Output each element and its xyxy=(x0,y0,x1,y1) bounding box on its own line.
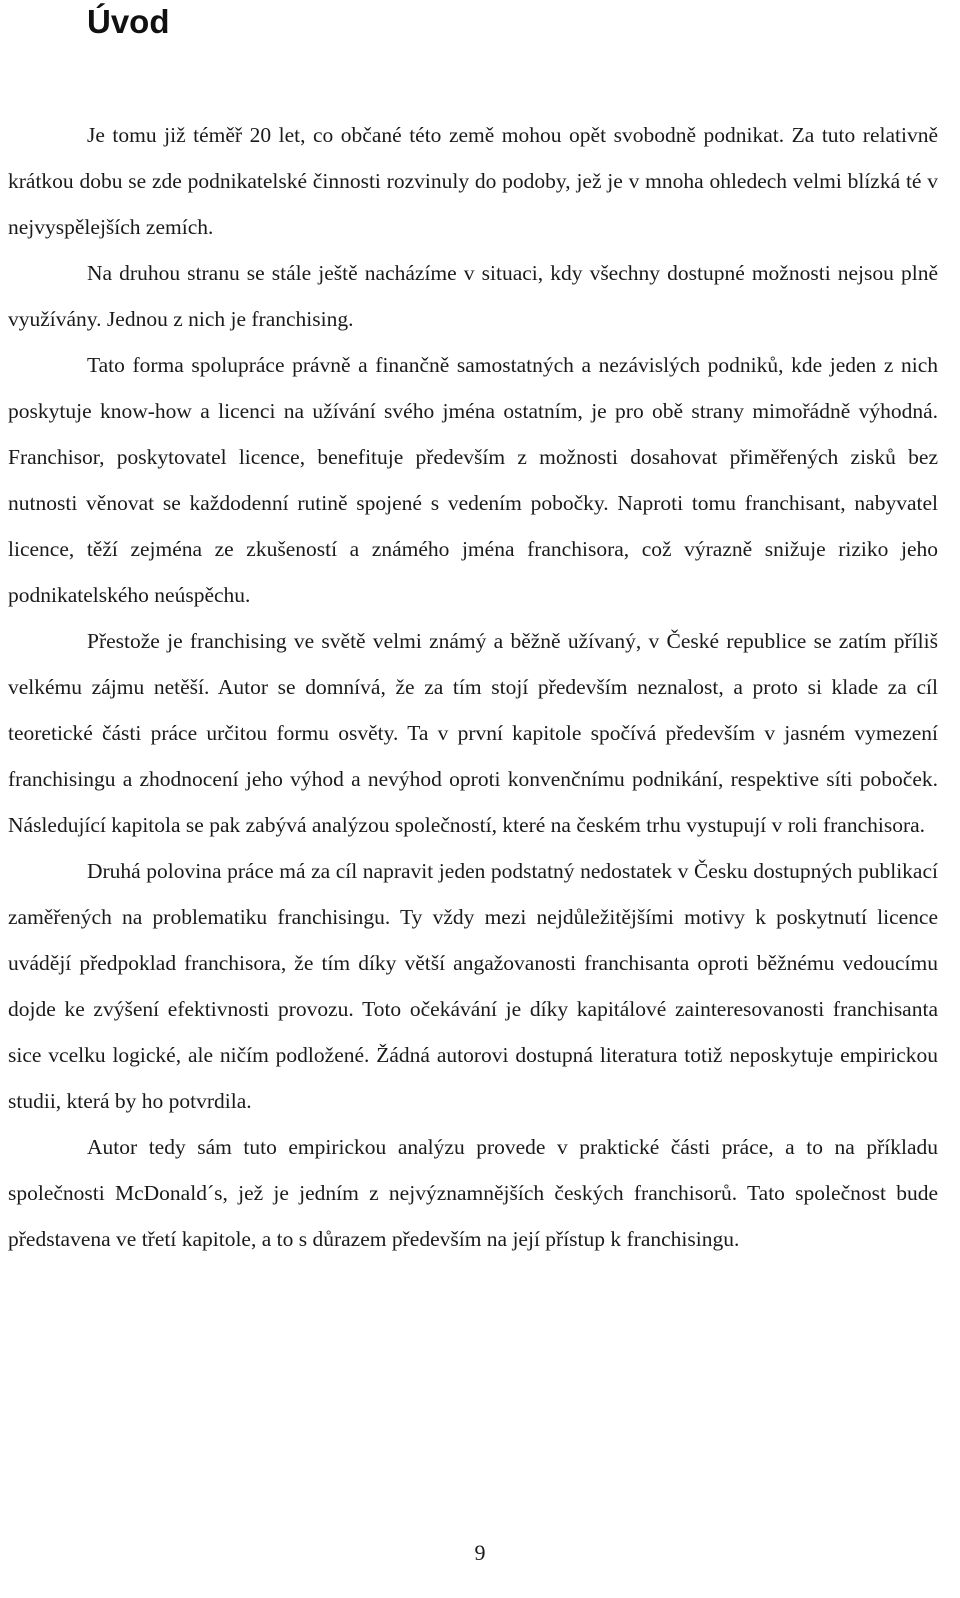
paragraph-theoretical-part: Přestože je franchising ve světě velmi známý a běžně užívaný, v České republice se zatím příliš velkému zájmu netěší. Autor se domnívá, že za tím stojí především neznalost, a proto si klade za cíl teoretické části práce určitou formu osvěty. Ta v první kapitole spočívá především v jasném vymezení franchisingu a zhodnocení jeho výhod a nevýhod oproti konvenčnímu podnikání, respektive síti poboček. Následující kapitola se pak zabývá analýzou společností, které na českém trhu vystupují v roli franchisora. xyxy=(8,629,938,837)
body-text xyxy=(8,112,938,1262)
paragraph-current-situation: Na druhou stranu se stále ještě nacházíme v situaci, kdy všechny dostupné možnosti nejsou plně využívány. Jednou z nich je franchising. xyxy=(8,261,938,331)
page-title: Úvod xyxy=(87,3,170,40)
paragraph-intro: Je tomu již téměř 20 let, co občané této země mohou opět svobodně podnikat. Za tuto relativně krátkou dobu se zde podnikatelské činnosti rozvinuly do podoby, jež je v mnoha ohledech velmi blízká té v nejvyspělejších zemích. xyxy=(8,123,938,239)
paragraph-empirical-analysis: Autor tedy sám tuto empirickou analýzu provede v praktické části práce, a to na příkladu společnosti McDonald´s, jež je jedním z nejvýznamnějších českých franchisorů. Tato společnost bude představena ve třetí kapitole, a to s důrazem především na její přístup k franchisingu. xyxy=(8,1135,938,1251)
page-number: 9 xyxy=(474,1540,486,1565)
paragraph-franchise-definition: Tato forma spolupráce právně a finančně samostatných a nezávislých podniků, kde jeden z nich poskytuje know-how a licenci na užívání svého jména ostatním, je pro obě strany mimořádně výhodná. Franchisor, poskytovatel licence, benefituje především z možnosti dosahovat přiměřených zisků bez nutnosti věnovat se každodenní rutině spojené s vedením pobočky. Naproti tomu franchisant, nabyvatel licence, těží zejména ze zkušeností a známého jména franchisora, což výrazně snižuje riziko jeho podnikatelského neúspěchu. xyxy=(8,353,938,607)
paragraph-practical-goal: Druhá polovina práce má za cíl napravit jeden podstatný nedostatek v Česku dostupných publikací zaměřených na problematiku franchisingu. Ty vždy mezi nejdůležitějšími motivy k poskytnutí licence uvádějí předpoklad franchisora, že tím díky větší angažovanosti franchisanta oproti běžnému vedoucímu dojde ke zvýšení efektivnosti provozu. Toto očekávání je díky kapitálové zainteresovanosti franchisanta sice vcelku logické, ale ničím podložené. Žádná autorovi dostupná literatura totiž neposkytuje empirickou studii, která by ho potvrdila. xyxy=(8,859,938,1113)
